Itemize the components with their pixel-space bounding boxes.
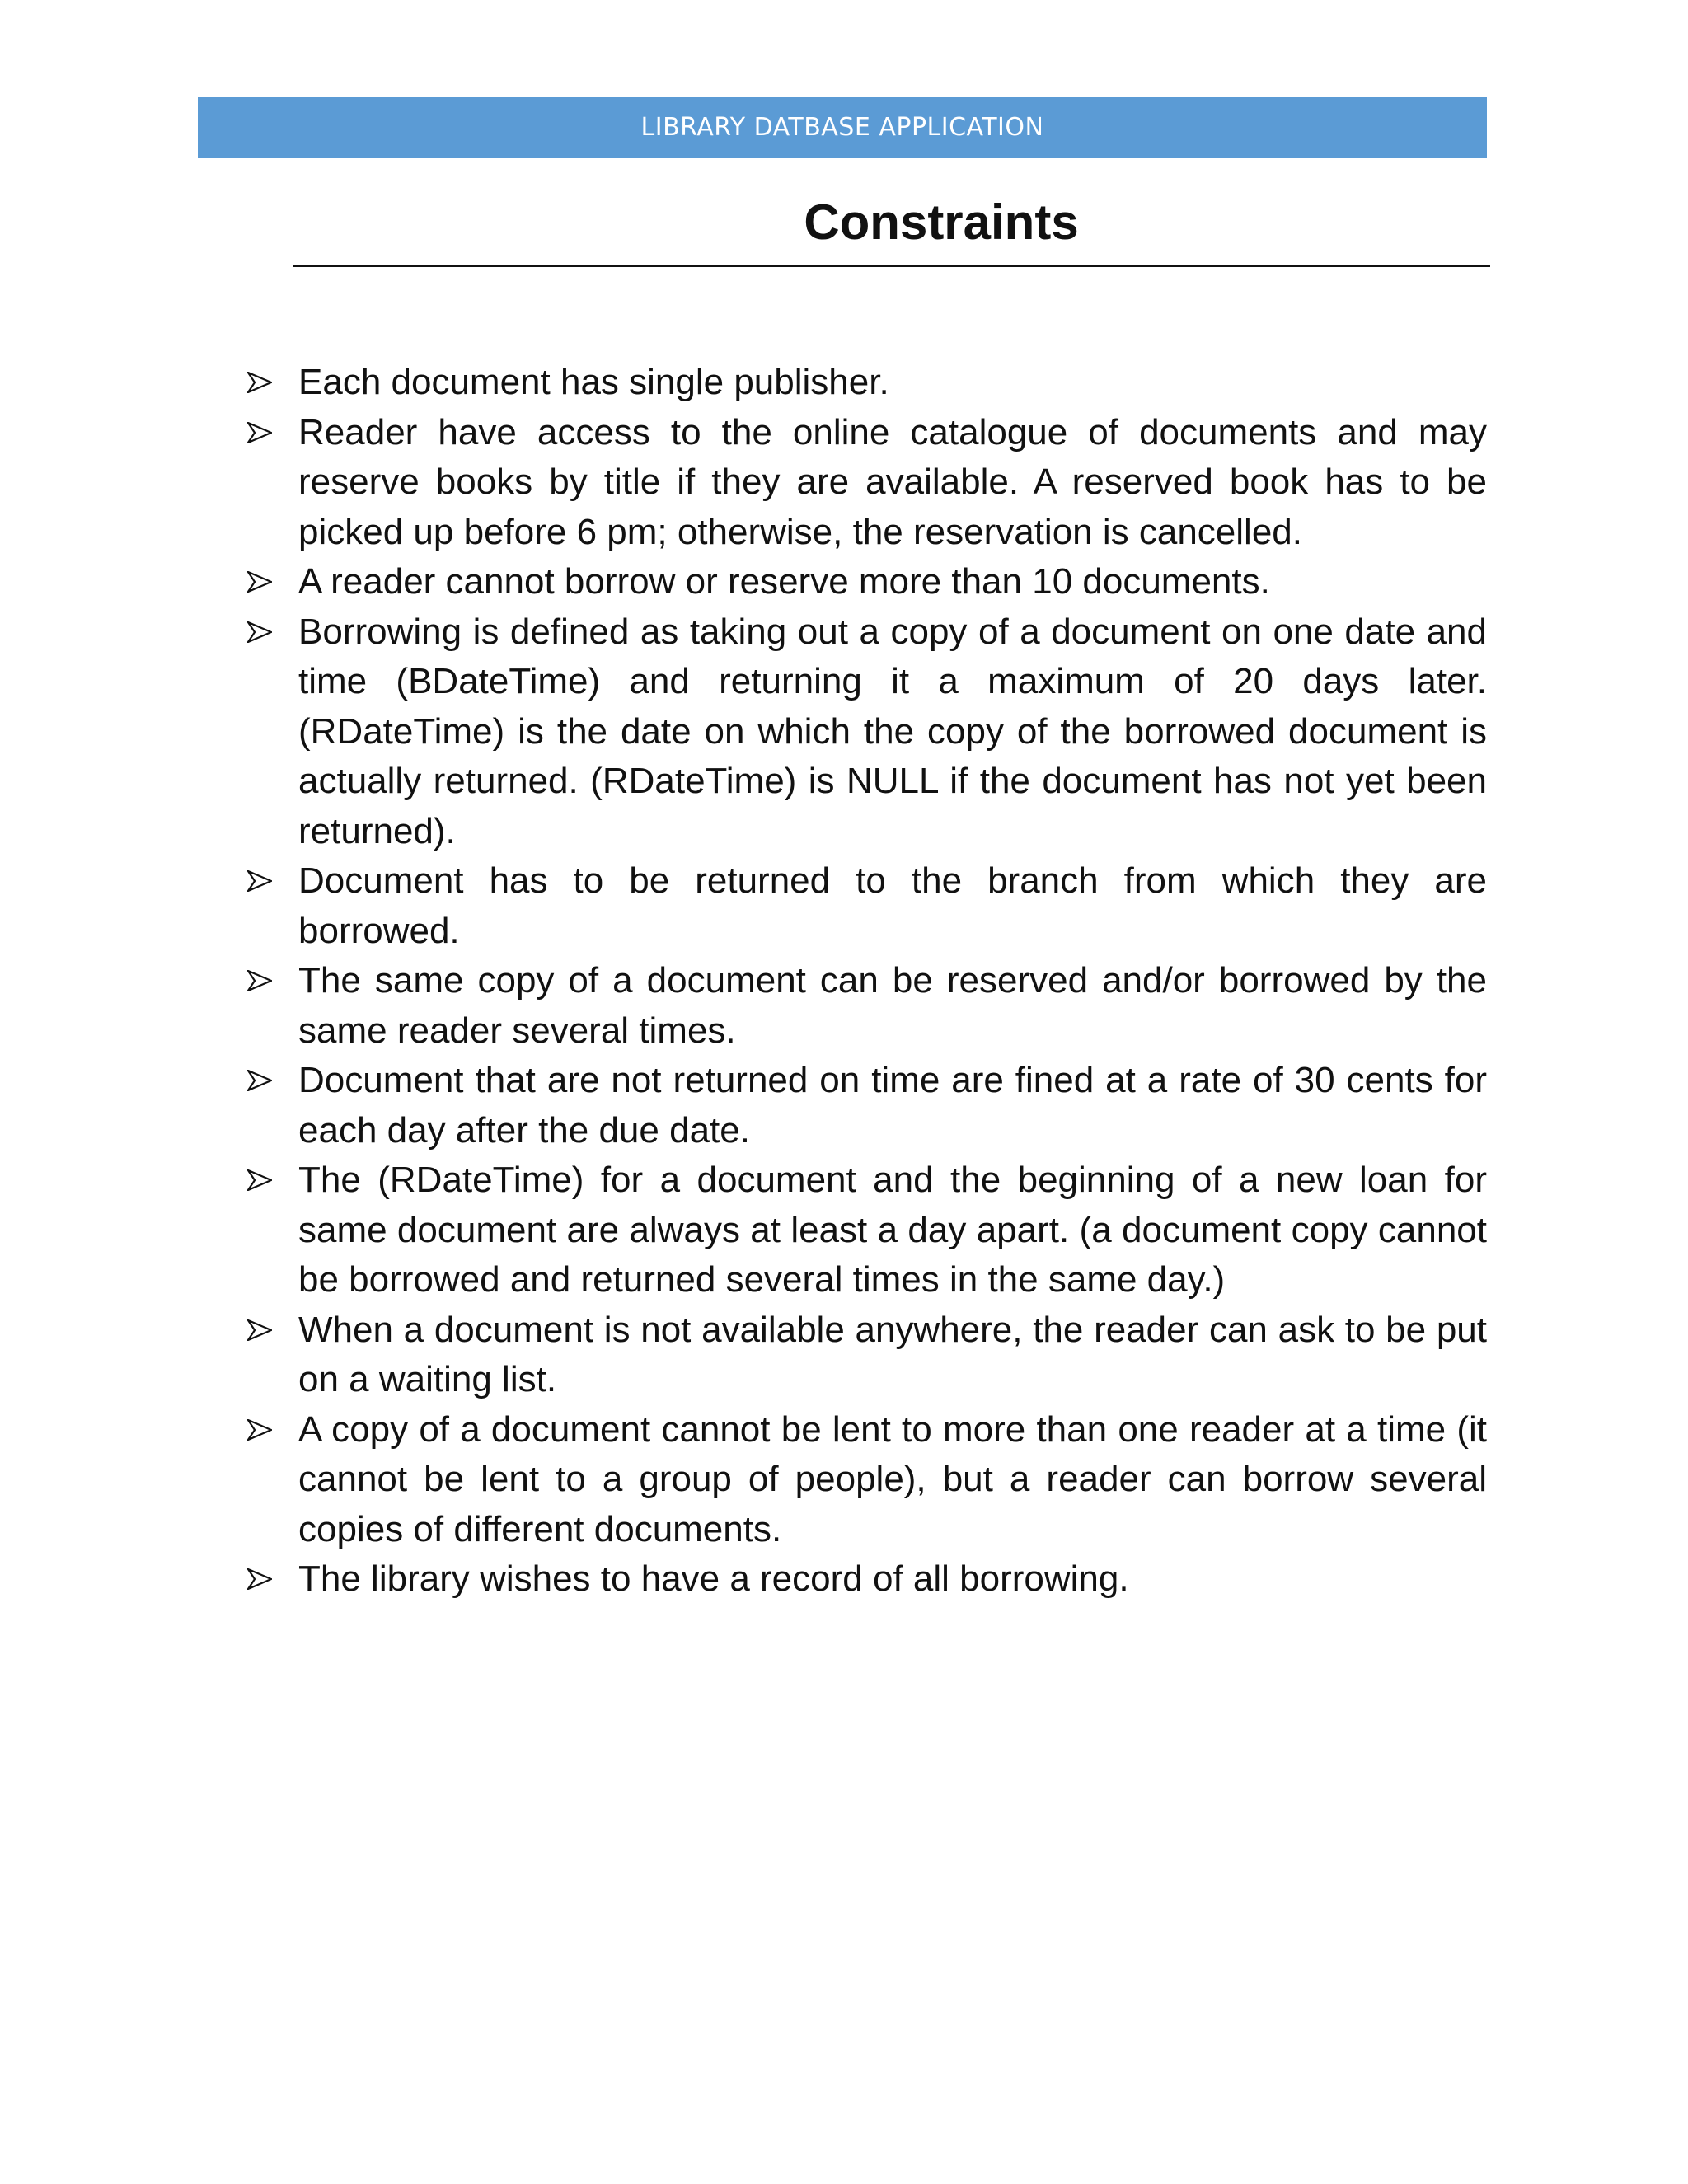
list-item [247,1305,1487,1405]
list-item [247,956,1487,1056]
arrowhead-bullet-icon [247,557,280,607]
page-title: Constraints [804,194,1079,250]
constraint-text: A reader cannot borrow or reserve more than 10 documents. [298,561,1270,602]
list-item [247,408,1487,558]
header-band [198,97,1487,158]
arrowhead-bullet-icon [247,607,280,657]
constraint-text: When a document is not available anywhere, the reader can ask to be put on a waiting list. [298,1309,1487,1399]
constraint-text: The library wishes to have a record of all borrowing. [298,1558,1129,1599]
constraints-list [247,358,1487,1605]
header-band-text: LIBRARY DATBASE APPLICATION [640,113,1044,142]
arrowhead-bullet-icon [247,1056,280,1105]
arrowhead-bullet-icon [247,956,280,1005]
arrowhead-bullet-icon [247,358,280,407]
title-section [293,191,1490,267]
constraint-text: Reader have access to the online catalogue of documents and may reserve books by title if they are available. A reserved book has to be picked up before 6 pm; otherwise, the reservation is cancelled. [298,411,1487,552]
list-item [247,856,1487,956]
list-item [247,1155,1487,1305]
arrowhead-bullet-icon [247,1405,280,1455]
constraint-text: Document that are not returned on time are fined at a rate of 30 cents for each day after the due date. [298,1060,1487,1151]
constraint-text: The (RDateTime) for a document and the beginning of a new loan for same document are always at least a day apart. (a document copy cannot be borrowed and returned several times in the same day.) [298,1160,1487,1300]
list-item [247,358,1487,408]
list-item [247,607,1487,857]
constraint-text: The same copy of a document can be reserved and/or borrowed by the same reader several times. [298,960,1487,1051]
constraint-text: A copy of a document cannot be lent to more than one reader at a time (it cannot be lent to a group of people), but a reader can borrow several copies of different documents. [298,1408,1487,1549]
list-item [247,557,1487,607]
list-item [247,1554,1487,1605]
constraint-text: Borrowing is defined as taking out a copy of a document on one date and time (BDateTime) and returning it a maximum of 20 days later. (RDateTime) is the date on which the copy of the borrowed document is actually returned. (RDateTime) is NULL if the document has not yet been returned). [298,611,1487,851]
list-item [247,1405,1487,1555]
arrowhead-bullet-icon [247,1554,280,1604]
constraint-text: Document has to be returned to the branch from which they are borrowed. [298,860,1487,951]
arrowhead-bullet-icon [247,1155,280,1205]
constraint-text: Each document has single publisher. [298,362,889,402]
arrowhead-bullet-icon [247,1305,280,1355]
arrowhead-bullet-icon [247,856,280,906]
list-item [247,1056,1487,1155]
arrowhead-bullet-icon [247,408,280,457]
